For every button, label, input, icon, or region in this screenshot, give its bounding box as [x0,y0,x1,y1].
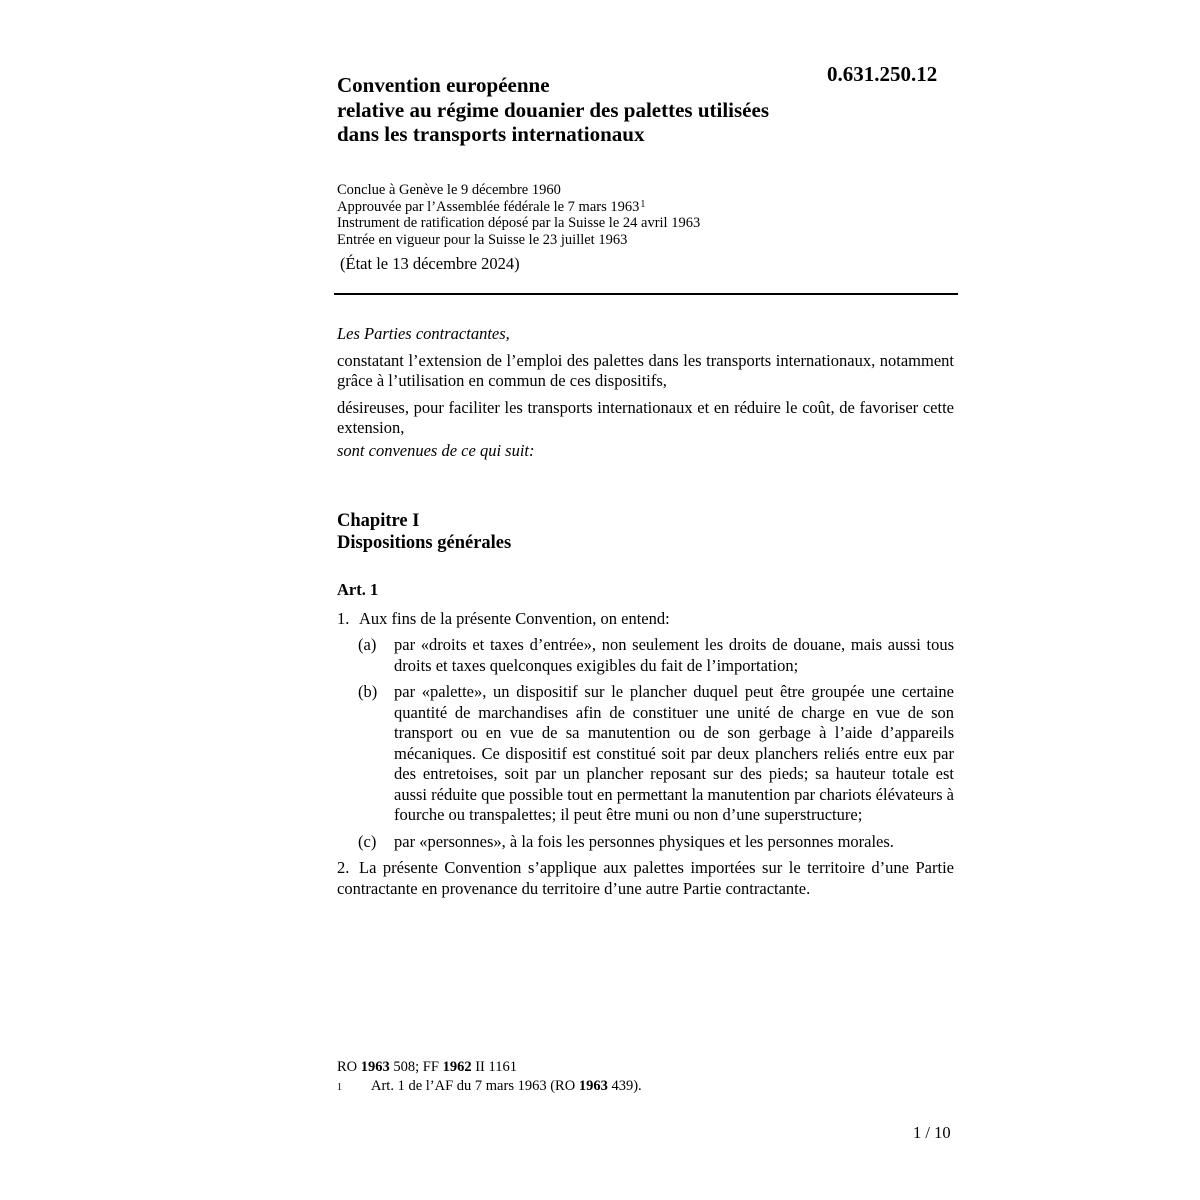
ro-year: 1963 [360,1059,390,1075]
preamble-parties: Les Parties contractantes, [337,324,510,343]
article-1 [337,580,954,899]
source-reference [337,1058,937,1077]
ratification-date: Instrument de ratification déposé par la Suisse le 24 avril 1963 [337,215,701,231]
ro-page: 508; FF [393,1059,439,1075]
footnote-ref-1[interactable]: 1 [640,198,646,210]
list-item [337,832,954,853]
list-marker: (c) [358,831,377,851]
list-item [337,635,954,676]
preamble-closing: sont convenues de ce qui suit: [337,440,535,460]
title-line: dans les transports internationaux [337,122,645,146]
article-paragraph-2 [337,858,954,899]
definition-list [337,635,954,852]
footnote-suffix: 439). [611,1078,642,1094]
ff-year: 1962 [442,1059,472,1075]
list-item [337,682,954,826]
document-title [337,73,897,147]
entry-into-force-date: Entrée en vigueur pour la Suisse le 23 juillet 1963 [337,231,628,248]
list-item-text: par «droits et taxes d’entrée», non seulement les droits de douane, mais aussi tous droits et taxes quelconques exigibles du fait de l’importation; [394,635,954,675]
ff-ref: II 1161 [475,1059,517,1075]
paragraph-number: 2. [337,858,350,877]
approved-date [337,199,897,216]
sr-number: 0.631.250.12 [827,62,938,86]
footnote-year: 1963 [578,1078,608,1094]
document-metadata [337,182,897,248]
list-item-text: par «palette», un dispositif sur le plancher duquel peut être groupée une certaine quantité de marchandises afin de constituer une unité de charge en vue de son transport ou en vue de sa manutention ou de son gerbage à l’aide d’appareils mécaniques. Ce dispositif est constitué soit par deux planchers reliés entre eux par des entretoises, soit par un plancher reposant sur des pieds; sa hauteur totale est aussi réduite que possible tout en permettant la manutention par chariots élévateurs à fourche ou transpalettes; il peut être muni ou non d’une superstructure; [394,682,954,824]
list-item-text: par «personnes», à la fois les personnes physiques et les personnes morales. [394,831,894,851]
preamble-paragraph: constatant l’extension de l’emploi des palettes dans les transports internationaux, notamment grâce à l’utilisation en commun de ces dispositifs, [337,350,954,390]
state-date: (État le 13 décembre 2024) [340,254,520,273]
paragraph-text: Aux fins de la présente Convention, on entend: [359,608,670,628]
concluded-date: Conclue à Genève le 9 décembre 1960 [337,182,561,198]
list-marker: (a) [358,635,377,654]
paragraph-number: 1. [337,608,350,628]
list-marker: (b) [358,682,378,701]
chapter-number: Chapitre I [337,511,420,531]
header-divider [334,293,958,295]
article-paragraph-1 [337,609,954,630]
preamble [337,324,954,461]
approved-text: Approuvée par l’Assemblée fédérale le 7 mars 1963 [337,198,640,215]
page-number: 1 / 10 [913,1123,951,1142]
article-heading: Art. 1 [337,580,379,599]
title-line: relative au régime douanier des palettes utilisées [337,97,769,122]
chapter-heading [337,510,937,554]
chapter-title: Dispositions générales [337,533,512,553]
paragraph-text: La présente Convention s’applique aux palettes importées sur le territoire d’une Partie contractante en provenance du territoire d’une autre Partie contractante. [337,858,954,898]
preamble-paragraph: désireuses, pour faciliter les transports internationaux et en réduire le coût, de favoriser cette extension, [337,397,954,437]
ro-prefix: RO [337,1059,358,1075]
footnote-text: Art. 1 de l’AF du 7 mars 1963 (RO [371,1078,576,1094]
title-line: Convention européenne [337,73,550,97]
footnotes [337,1058,937,1096]
footnote-1 [337,1077,937,1096]
footnote-number: 1 [337,1082,342,1093]
